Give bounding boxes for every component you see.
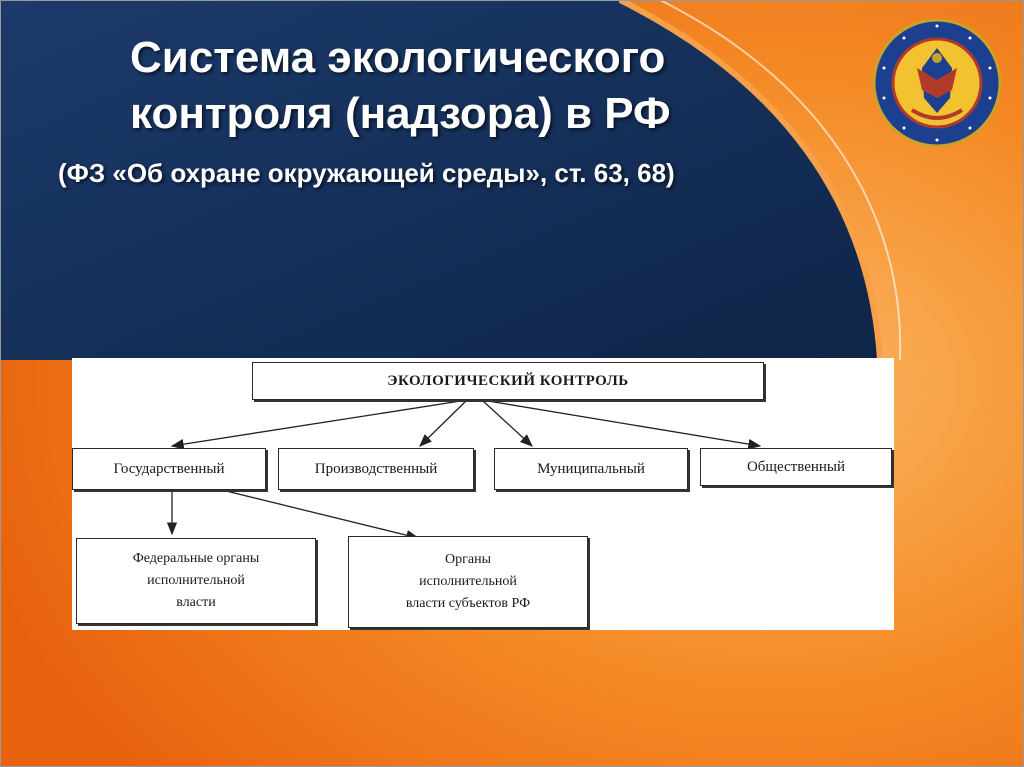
- title-line-2: контроля (надзора) в РФ: [130, 89, 671, 138]
- node-federal-executive: [76, 538, 316, 624]
- arrow-to-regional: [222, 490, 418, 538]
- slide-subtitle: (ФЗ «Об охране окружающей среды», ст. 63, 68): [58, 158, 675, 188]
- control-system-diagram: [72, 358, 894, 630]
- node-municipal: Муниципальный: [494, 448, 688, 490]
- university-emblem-icon: [872, 18, 1002, 148]
- slide-title: [130, 30, 830, 142]
- node-regional-executive: [348, 536, 588, 628]
- title-line-1: Система экологического: [130, 33, 666, 82]
- arrow-to-industrial: [420, 400, 467, 446]
- federal-line-2: исполнительной: [147, 573, 245, 588]
- node-industrial: Производственный: [278, 448, 474, 490]
- node-public: Общественный: [700, 448, 892, 486]
- regional-line-2: исполнительной: [419, 574, 517, 589]
- node-environmental-control: ЭКОЛОГИЧЕСКИЙ КОНТРОЛЬ: [252, 362, 764, 400]
- arrow-to-state: [172, 400, 467, 446]
- regional-line-1: Органы: [445, 552, 491, 567]
- federal-line-1: Федеральные органы: [132, 551, 260, 566]
- federal-line-3: власти: [176, 595, 216, 610]
- node-state: Государственный: [72, 448, 266, 490]
- regional-line-3: власти субъектов РФ: [405, 596, 531, 611]
